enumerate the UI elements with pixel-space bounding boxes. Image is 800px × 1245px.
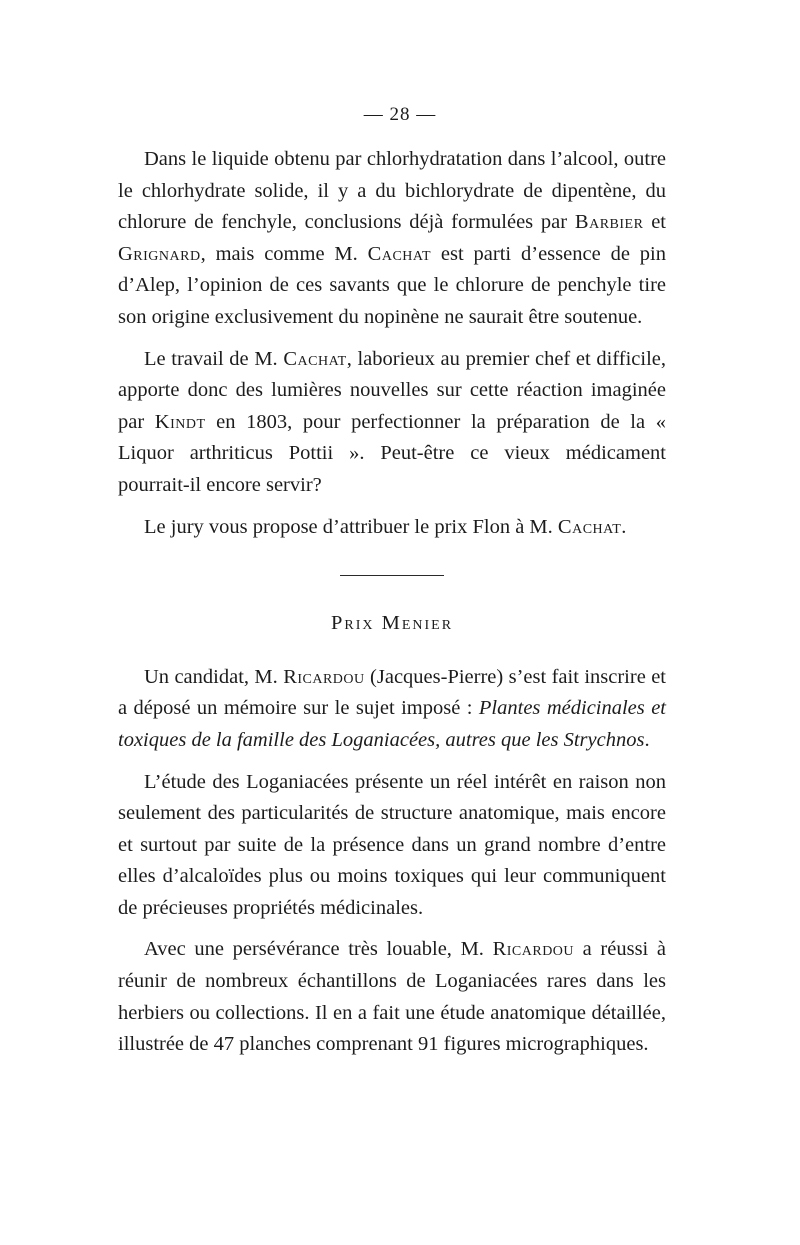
paragraph-1-and: et — [643, 211, 666, 234]
author-name-cachat: Cachat — [557, 515, 622, 538]
paragraph-6-end: a réussi à réunir de nombreux échantillons de Loganiacées rares dans les herbiers ou collections. Il en a fait une étude anatomique détaillée, illustrée de 47 planches comprenant 91 figures micrographiques. — [118, 938, 666, 1056]
paragraph-1 — [118, 144, 666, 334]
memoir-title: Plantes médicinales et toxiques de la famille des Loganiacées, autres que les Strychnos — [118, 697, 667, 751]
page-number: — 28 — — [363, 104, 437, 125]
paragraph-4-mid: (Jacques-Pierre) s’est fait inscrire et a déposé un mémoire sur le sujet imposé : — [118, 665, 666, 720]
paragraph-6 — [118, 934, 666, 1060]
paragraph-3-start: Le jury vous propose d’attribuer le prix Flon à M. — [144, 515, 558, 538]
paragraph-1-text: Dans le liquide obtenu par chlorhydratation dans l’alcool, outre le chlorhydrate solide, il y a du bichlorydrate de dipentène, du chlorure de fenchyle, conclusions déjà formulées par — [118, 148, 666, 234]
paragraph-2-mid: , laborieux au premier chef et difficile, apporte donc des lumières nouvelles sur cette réaction imaginée par — [118, 347, 667, 433]
author-name-ricardou: Ricardou — [283, 665, 365, 688]
section-heading: Prix Menier — [330, 612, 454, 635]
paragraph-3 — [118, 512, 666, 544]
paragraph-1-mid: , mais comme M. — [200, 242, 368, 265]
author-name-cachat: Cachat — [367, 242, 432, 265]
paragraph-2-end: en 1803, pour perfectionner la préparation de la « Liquor arthriticus Pottii ». Peut-être ce vieux médicament pourrait-il encore servir? — [118, 410, 666, 496]
paragraph-2 — [118, 344, 666, 502]
body-text — [118, 144, 666, 1071]
author-name-grignard: Grignard — [118, 242, 201, 265]
paragraph-4-start: Un candidat, M. — [144, 665, 284, 688]
paragraph-4-end: . — [644, 728, 650, 751]
paragraph-4 — [118, 662, 666, 757]
paragraph-6-start: Avec une persévérance très louable, M. — [144, 938, 493, 961]
author-name-cachat: Cachat — [283, 347, 347, 370]
paragraph-2-start: Le travail de M. — [144, 347, 284, 370]
paragraph-5: L’étude des Loganiacées présente un réel intérêt en raison non seulement des particularités de structure anatomique, mais encore et surtout par suite de la présence dans un grand nombre d’entre elles d’alcaloïdes plus ou moins toxiques qui leur communiquent de précieuses propriétés médicinales. — [118, 770, 666, 919]
paragraph-3-end: . — [621, 515, 627, 538]
section-divider — [340, 575, 444, 576]
author-name-kindt: Kindt — [154, 410, 206, 433]
author-name-ricardou: Ricardou — [492, 938, 575, 961]
author-name-barbier: Barbier — [574, 211, 644, 234]
paragraph-1-end: est parti d’essence de pin d’Alep, l’opinion de ces savants que le chlorure de penchyle tire son origine exclusivement du nopinène ne saurait être soutenue. — [118, 242, 666, 328]
